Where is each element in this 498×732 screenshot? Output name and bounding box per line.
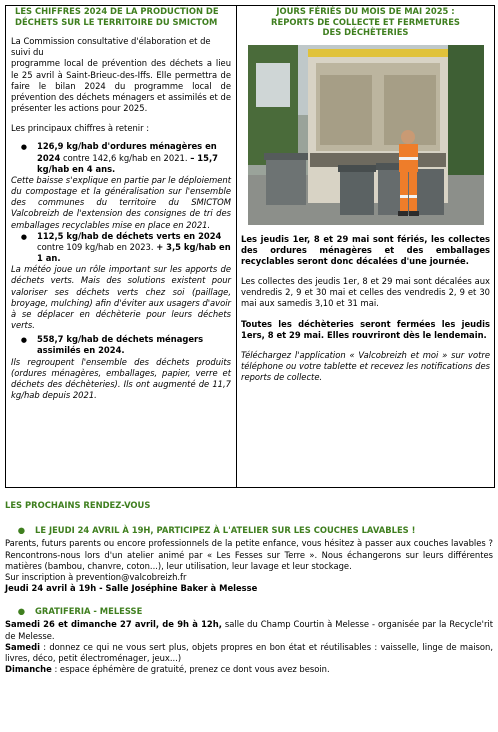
waste-figures-heading: LES CHIFFRES 2024 DE LA PRODUCTION DE DÉCHETS SUR LE TERRITOIRE DU SMICTOM bbox=[15, 6, 219, 27]
intro-text-line1: La Commission consultative d'élaboration et de suivi du bbox=[11, 36, 211, 58]
event-heading bbox=[5, 606, 493, 617]
bullet-icon: ● bbox=[20, 232, 27, 241]
upcoming-events-title: LES PROCHAINS RENDEZ-VOUS bbox=[5, 500, 151, 510]
figure-note: Ils regroupent l'ensemble des déchets produits (ordures ménagères, emballages, papier, verre et déchets des déchèteries). Ils ont augmenté de 11,7 kg/hab depuis 2021. bbox=[11, 356, 231, 401]
bullet-icon: ● bbox=[20, 336, 27, 345]
figure-item: ● 126,9 kg/hab d'ordures ménagères en 2024 contre 142,6 kg/hab en 2021. – 15,7 kg/hab en 4 ans. bbox=[11, 141, 231, 175]
key-figures-label: Les principaux chiffres à retenir : bbox=[11, 123, 150, 134]
info-table bbox=[5, 5, 495, 488]
event-signup: Sur inscription à prevention@valcobreizh.fr bbox=[5, 571, 187, 582]
upcoming-events-section bbox=[5, 500, 493, 675]
figure-item: ● 112,5 kg/hab de déchets verts en 2024 contre 109 kg/hab en 2023. + 3,5 kg/hab en 1 an. bbox=[11, 231, 231, 265]
bullet-icon: ● bbox=[17, 606, 25, 617]
bullet-icon: ● bbox=[20, 143, 27, 152]
intro-text: programme local de prévention des déchets a lieu le 25 avril à Saint-Brieuc-des-Iffs. Elle permettra de faire le bilan 2024 du programme local de prévention des déchets ménagers et assimilés et de présenter les actions pour 2025. bbox=[11, 58, 231, 114]
collection-agent-photo bbox=[248, 45, 484, 225]
waste-figures-column bbox=[6, 6, 237, 487]
event-description: Parents, futurs parents ou encore professionnels de la petite enfance, vous hésitez à passer aux couches lavables ? Rencontrons-nous lors d'un atelier animé par « Les Fesses sur Terre ». Nous échangerons sur leurs différentes matières (bambou, chanvre, coton...), leur utilisation, leur lavage et leur stockage. bbox=[5, 538, 493, 571]
holidays-announcement: Les jeudis 1er, 8 et 29 mai sont fériés, les collectes des ordures ménagères et des emballages recyclables seront donc décalées d'une journée. bbox=[241, 233, 490, 266]
event-when-where: Jeudi 24 avril à 19h - Salle Joséphine Baker à Melesse bbox=[5, 583, 258, 594]
dechetterie-closure-text: Toutes les déchèteries seront fermées les jeudis 1ers, 8 et 29 mai. Elles rouvriront dès le lendemain. bbox=[241, 318, 490, 340]
event-sunday-text: Dimanche : espace éphémère de gratuité, prenez ce dont vous avez besoin. bbox=[5, 664, 330, 675]
event-saturday-text: Samedi : donnez ce qui ne vous sert plus, objets propres en bon état et réutilisables : vaisselle, linge de maison, livres, déco, petit électroménager, jeux...) bbox=[5, 641, 493, 663]
event-heading bbox=[5, 525, 493, 536]
figure-note: La météo joue un rôle important sur les apports de déchets verts. Mais des solutions existent pour valoriser ses déchets verts chez soi (paillage, broyage, mulching) afin d'éviter aux usagers d'avoir à se déplacer en déchèterie pour leurs déchets verts. bbox=[11, 264, 231, 331]
event-title: GRATIFERIA - MELESSE bbox=[35, 606, 143, 617]
app-download-text: Téléchargez l'application « Valcobreizh et moi » sur votre téléphone ou votre tablette et recevez les notifications des reports de collecte. bbox=[241, 349, 490, 383]
collection-shift-text: Les collectes des jeudis 1er, 8 et 29 mai sont décalées aux vendredis 2, 9 et 30 mai et celles des vendredis 2, 9 et 30 mai aux samedis 3,10 et 31 mai. bbox=[241, 276, 490, 309]
figure-note: Cette baisse s'explique en partie par le déploiement du compostage et la généralisation sur l'ensemble des communes du territoire du SMICTOM Valcobreizh de l'extension des consignes de tri des emballages recyclables mise en place en 2021. bbox=[11, 174, 231, 230]
event-date: Samedi 26 et dimanche 27 avril, de 9h à 12h, salle du Champ Courtin à Melesse - organisée par la Recycle'rit de Melesse. bbox=[5, 619, 493, 641]
figure-item: ● 558,7 kg/hab de déchets ménagers assimilés en 2024. bbox=[11, 334, 231, 356]
holidays-column bbox=[237, 6, 494, 487]
event-title: LE JEUDI 24 AVRIL À 19H, PARTICIPEZ À L'ATELIER SUR LES COUCHES LAVABLES ! bbox=[35, 525, 416, 536]
bullet-icon: ● bbox=[17, 525, 25, 536]
holidays-heading: JOURS FÉRIÉS DU MOIS DE MAI 2025 : REPORTS DE COLLECTE ET FERMETURES DES DÉCHÈTERIES bbox=[271, 6, 460, 37]
